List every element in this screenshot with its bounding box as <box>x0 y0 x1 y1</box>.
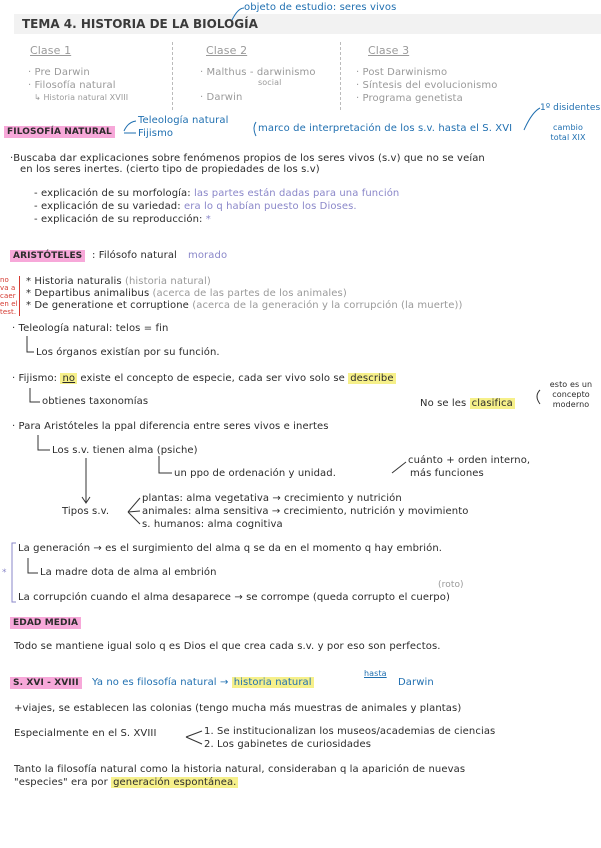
work-note: (historia natural) <box>124 276 211 287</box>
hasta-note: hasta <box>364 669 387 678</box>
disidentes-note: 1º disidentes <box>540 103 601 113</box>
madre-line: La madre dota de alma al embrión <box>40 567 217 578</box>
organos-line: Los órganos existían por su función. <box>36 347 220 358</box>
work-title: * Historia naturalis <box>26 276 122 287</box>
test-bracket <box>19 276 20 316</box>
class-3-item: · Post Darwinismo <box>356 67 448 78</box>
taxonomias-line: obtienes taxonomías <box>42 396 149 407</box>
cuanto-line: cuánto + orden interno, <box>408 455 531 466</box>
exp-morfologia <box>34 188 399 199</box>
class-3-item: · Programa genetista <box>356 93 463 104</box>
roto-note: (roto) <box>438 580 464 590</box>
exp-label: - explicación de su morfología: <box>34 188 191 199</box>
marco-note: marco de interpretación de los s.v. hasta el S. XVI <box>258 123 513 134</box>
tanto-text: "especies" era por <box>14 777 108 788</box>
diferencia-line: · Para Aristóteles la ppal diferencia entre seres vivos e inertes <box>12 421 329 432</box>
work-title: * De generatione et corruptione <box>26 300 189 311</box>
exp-reproduccion <box>34 214 211 225</box>
concepto-note: esto es un concepto moderno <box>549 380 593 409</box>
fijismo-no: no <box>62 373 76 384</box>
exp-note: * <box>205 214 211 225</box>
describe-highlight: describe <box>350 373 394 384</box>
cambio-note: cambio total XIX <box>550 123 586 142</box>
star-note: * <box>2 568 7 578</box>
work-item <box>26 288 347 299</box>
column-divider <box>340 42 341 110</box>
fijismo-label: · Fijismo: <box>12 373 58 384</box>
edad-media-text: Todo se mantiene igual solo q es Dios el que crea cada s.v. y por eso son perfectos. <box>14 641 441 652</box>
item-museos: 1. Se institucionalizan los museos/academias de ciencias <box>204 726 496 737</box>
class-1-title: Clase 1 <box>30 44 72 57</box>
class-1-item: · Pre Darwin <box>28 67 90 78</box>
class-2-item: social <box>258 78 282 87</box>
item-gabinetes: 2. Los gabinetes de curiosidades <box>204 739 372 750</box>
fijismo-line <box>12 373 396 384</box>
generacion-line: La generación → es el surgimiento del alma q se da en el momento q hay embrión. <box>18 543 443 554</box>
class-3-title: Clase 3 <box>368 44 410 57</box>
historia-highlight: historia natural <box>233 677 312 688</box>
alma-line: Los s.v. tienen alma (psiche) <box>52 445 198 456</box>
fijismo-text: existe el concepto de especie, cada ser vivo solo se <box>80 373 345 384</box>
aristoteles-subtitle: : Filósofo natural <box>92 250 177 261</box>
work-note: (acerca de la generación y la corrupción (la muerte)) <box>192 300 463 311</box>
column-divider <box>172 42 173 110</box>
edad-media-heading: EDAD MEDIA <box>10 617 81 629</box>
tipo-humanos: s. humanos: alma cognitiva <box>142 519 283 530</box>
tanto-line-1: Tanto la filosofía natural como la historia natural, consideraban q la aparición de nuevas <box>14 764 466 775</box>
buscaba-line-1: ·Buscaba dar explicaciones sobre fenómenos propios de los seres vivos (s.v) que no se veían <box>10 153 485 164</box>
darwin-note: Darwin <box>398 677 434 688</box>
color-note: morado <box>188 250 228 261</box>
page-title: TEMA 4. HISTORIA DE LA BIOLOGÍA <box>22 17 258 31</box>
tipos-label: Tipos s.v. <box>62 506 110 517</box>
work-note: (acerca de las partes de los animales) <box>152 288 347 299</box>
class-1-item: ↳ Historia natural XVIII <box>34 93 129 102</box>
tipo-plantas: plantas: alma vegetativa → crecimiento y nutrición <box>142 493 402 504</box>
work-item <box>26 300 462 311</box>
class-2-title: Clase 2 <box>206 44 248 57</box>
clasifica-label: No se les <box>420 398 467 409</box>
exp-note: era lo q habían puesto los Dioses. <box>184 201 357 212</box>
work-title: * Departibus animalibus <box>26 288 150 299</box>
exp-label: - explicación de su reproducción: <box>34 214 203 225</box>
ya-no-line <box>92 677 314 688</box>
exp-label: - explicación de su variedad: <box>34 201 181 212</box>
exp-note: las partes están dadas para una función <box>194 188 400 199</box>
clasifica-line <box>420 398 515 409</box>
tanto-line-2 <box>14 777 238 788</box>
test-side-note: no va a caer en el test. <box>0 276 18 316</box>
class-2-item: · Darwin <box>200 92 243 103</box>
teleologia-line: · Teleología natural: telos = fin <box>12 323 169 334</box>
branch-fijismo: Fijismo <box>138 128 174 139</box>
filosofia-heading: FILOSOFÍA NATURAL <box>4 126 115 138</box>
buscaba-line-2: en los seres inertes. (cierto tipo de propiedades de los s.v) <box>20 164 320 175</box>
mas-funciones-line: más funciones <box>410 468 484 479</box>
generacion-espontanea-highlight: generación espontánea. <box>113 777 237 788</box>
viajes-line: +viajes, se establecen las colonias (tengo mucha más muestras de animales y plantas) <box>14 703 462 714</box>
class-3-item: · Síntesis del evolucionismo <box>356 80 498 91</box>
work-item <box>26 276 211 287</box>
exp-variedad <box>34 201 357 212</box>
corrupcion-line: La corrupción cuando el alma desaparece → se corrompe (queda corrupto el cuerpo) <box>18 592 450 603</box>
aristoteles-heading: ARISTÓTELES <box>10 250 85 262</box>
xvi-xviii-heading: S. XVI - XVIII <box>10 677 82 689</box>
class-2-item: · Malthus - darwinismo <box>200 67 316 78</box>
object-note: objeto de estudio: seres vivos <box>244 2 397 13</box>
class-1-item: · Filosofía natural <box>28 80 116 91</box>
clasifica-highlight: clasifica <box>471 398 513 409</box>
especialmente-line: Especialmente en el S. XVIII <box>14 728 157 739</box>
principio-line: un ppo de ordenación y unidad. <box>174 468 337 479</box>
branch-teleologia: Teleología natural <box>138 115 229 126</box>
tipo-animales: animales: alma sensitiva → crecimiento, nutrición y movimiento <box>142 506 469 517</box>
ya-no-text: Ya no es filosofía natural → <box>92 677 229 688</box>
